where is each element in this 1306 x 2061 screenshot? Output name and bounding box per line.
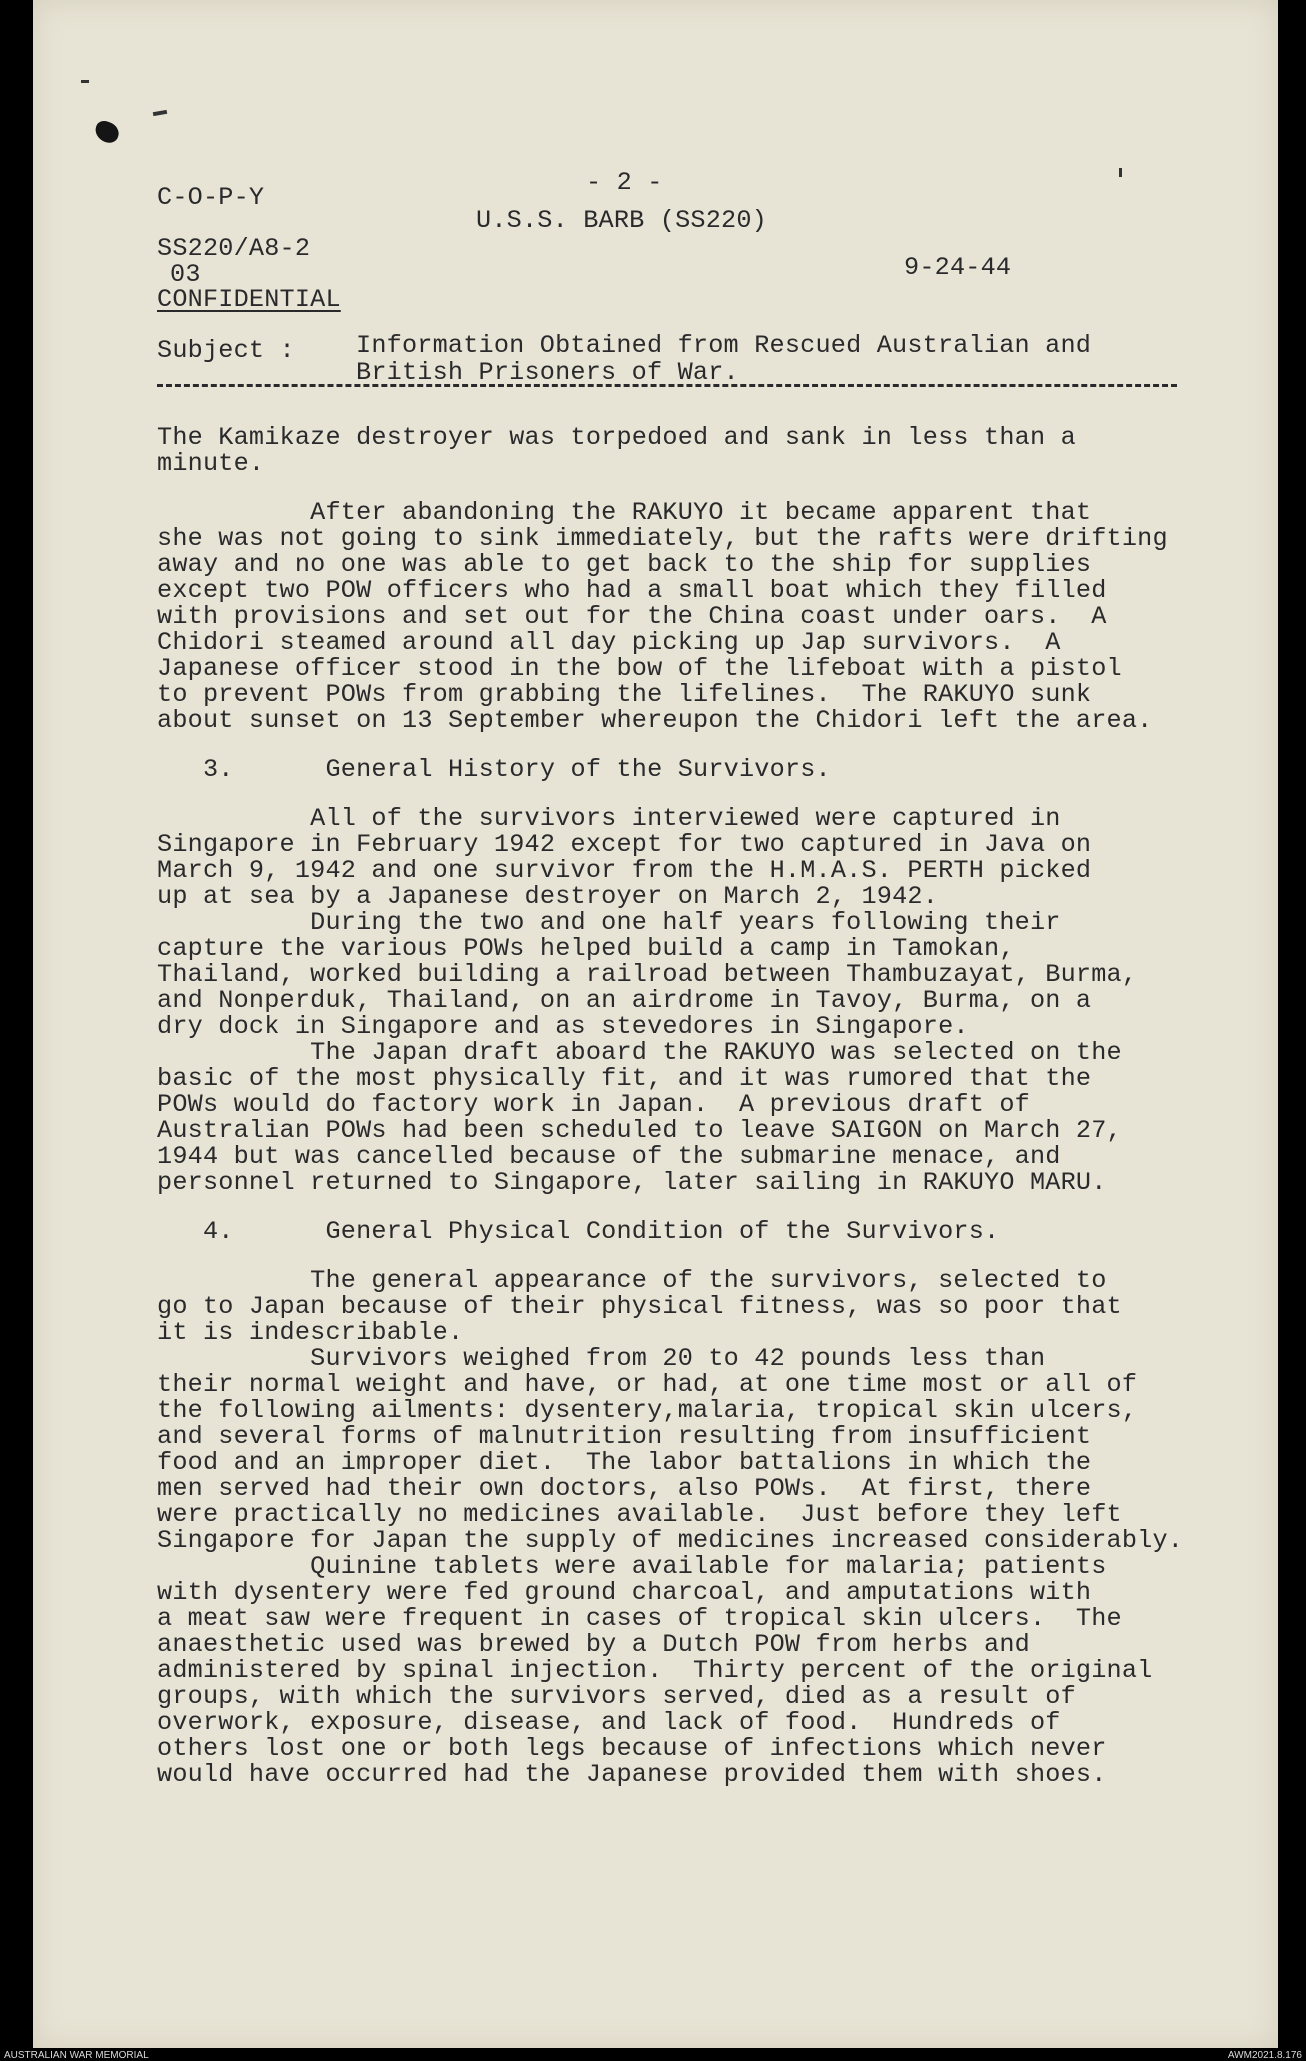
body-line: were practically no medicines available. Just before they left — [157, 1500, 1122, 1529]
ink-speck — [81, 80, 89, 83]
body-line: The Japan draft aboard the RAKUYO was selected on the — [157, 1038, 1122, 1067]
ink-speck — [153, 110, 167, 116]
body-line: Japanese officer stood in the bow of the lifeboat with a pistol — [157, 654, 1122, 683]
footer-left: AUSTRALIAN WAR MEMORIAL — [4, 2050, 149, 2061]
body-line: capture the various POWs helped build a camp in Tamokan, — [157, 934, 1015, 963]
body-line: it is indescribable. — [157, 1318, 464, 1347]
body-line: administered by spinal injection. Thirty percent of the original — [157, 1656, 1153, 1685]
body-line: 4. General Physical Condition of the Survivors. — [157, 1217, 1000, 1246]
body-line: The Kamikaze destroyer was torpedoed and sank in less than a — [157, 423, 1076, 452]
body-line: and several forms of malnutrition resulting from insufficient — [157, 1422, 1092, 1451]
body-line: go to Japan because of their physical fitness, was so poor that — [157, 1292, 1122, 1321]
separator-line — [157, 384, 1177, 387]
file-reference-2: 03 — [170, 260, 201, 289]
body-line: Singapore for Japan the supply of medicines increased considerably. — [157, 1526, 1184, 1555]
body-line: Thailand, worked building a railroad between Thambuzayat, Burma, — [157, 960, 1138, 989]
body-line: their normal weight and have, or had, at one time most or all of — [157, 1370, 1138, 1399]
page-number: - 2 - — [586, 168, 663, 197]
body-line: with dysentery were fed ground charcoal, and amputations with — [157, 1578, 1092, 1607]
body-line: she was not going to sink immediately, but the rafts were drifting — [157, 524, 1168, 553]
body-line: Survivors weighed from 20 to 42 pounds less than — [157, 1344, 1046, 1373]
body-line: After abandoning the RAKUYO it became apparent that — [157, 498, 1092, 527]
body-line: March 9, 1942 and one survivor from the H.M.A.S. PERTH picked — [157, 856, 1092, 885]
body-line: and Nonperduk, Thailand, on an airdrome in Tavoy, Burma, on a — [157, 986, 1092, 1015]
body-line: overwork, exposure, disease, and lack of food. Hundreds of — [157, 1708, 1061, 1737]
body-line: to prevent POWs from grabbing the lifelines. The RAKUYO sunk — [157, 680, 1092, 709]
body-line: personnel returned to Singapore, later sailing in RAKUYO MARU. — [157, 1168, 1107, 1197]
body-line: minute. — [157, 449, 265, 478]
classification: CONFIDENTIAL — [157, 285, 341, 314]
body-line: about sunset on 13 September whereupon the Chidori left the area. — [157, 706, 1153, 735]
body-line: would have occurred had the Japanese provided them with shoes. — [157, 1760, 1107, 1789]
body-line: Chidori steamed around all day picking up Jap survivors. A — [157, 628, 1061, 657]
body-line: with provisions and set out for the China coast under oars. A — [157, 602, 1107, 631]
body-line: Quinine tablets were available for malaria; patients — [157, 1552, 1107, 1581]
body-line: POWs would do factory work in Japan. A previous draft of — [157, 1090, 1030, 1119]
body-line: 1944 but was cancelled because of the submarine menace, and — [157, 1142, 1061, 1171]
body-line: men served had their own doctors, also POWs. At first, there — [157, 1474, 1092, 1503]
ink-speck — [1119, 168, 1122, 177]
ship-header: U.S.S. BARB (SS220) — [476, 206, 767, 235]
punch-hole-mark — [92, 118, 121, 145]
body-line: up at sea by a Japanese destroyer on March 2, 1942. — [157, 882, 939, 911]
subject-label: Subject : — [157, 336, 295, 365]
body-line: During the two and one half years following their — [157, 908, 1061, 937]
body-line: basic of the most physically fit, and it was rumored that the — [157, 1064, 1092, 1093]
document-date: 9-24-44 — [904, 253, 1012, 282]
file-reference: SS220/A8-2 — [157, 234, 311, 263]
body-line: the following ailments: dysentery,malaria, tropical skin ulcers, — [157, 1396, 1138, 1425]
body-line: dry dock in Singapore and as stevedores in Singapore. — [157, 1012, 969, 1041]
copy-mark: C-O-P-Y — [157, 183, 265, 212]
body-line: food and an improper diet. The labor battalions in which the — [157, 1448, 1092, 1477]
body-line: 3. General History of the Survivors. — [157, 755, 831, 784]
subject-line-2: British Prisoners of War. — [356, 358, 739, 387]
body-line: anaesthetic used was brewed by a Dutch POW from herbs and — [157, 1630, 1030, 1659]
subject-line-1: Information Obtained from Rescued Australian and — [356, 331, 1092, 360]
body-line: All of the survivors interviewed were captured in — [157, 804, 1061, 833]
body-line: The general appearance of the survivors, selected to — [157, 1266, 1107, 1295]
body-line: Singapore in February 1942 except for two captured in Java on — [157, 830, 1092, 859]
body-line: others lost one or both legs because of infections which never — [157, 1734, 1107, 1763]
body-line: Australian POWs had been scheduled to leave SAIGON on March 27, — [157, 1116, 1122, 1145]
footer-right: AWM2021.8.176 — [1227, 2050, 1302, 2061]
body-line: groups, with which the survivors served, died as a result of — [157, 1682, 1076, 1711]
body-line: except two POW officers who had a small boat which they filled — [157, 576, 1107, 605]
body-line: a meat saw were frequent in cases of tropical skin ulcers. The — [157, 1604, 1122, 1633]
body-line: away and no one was able to get back to the ship for supplies — [157, 550, 1092, 579]
